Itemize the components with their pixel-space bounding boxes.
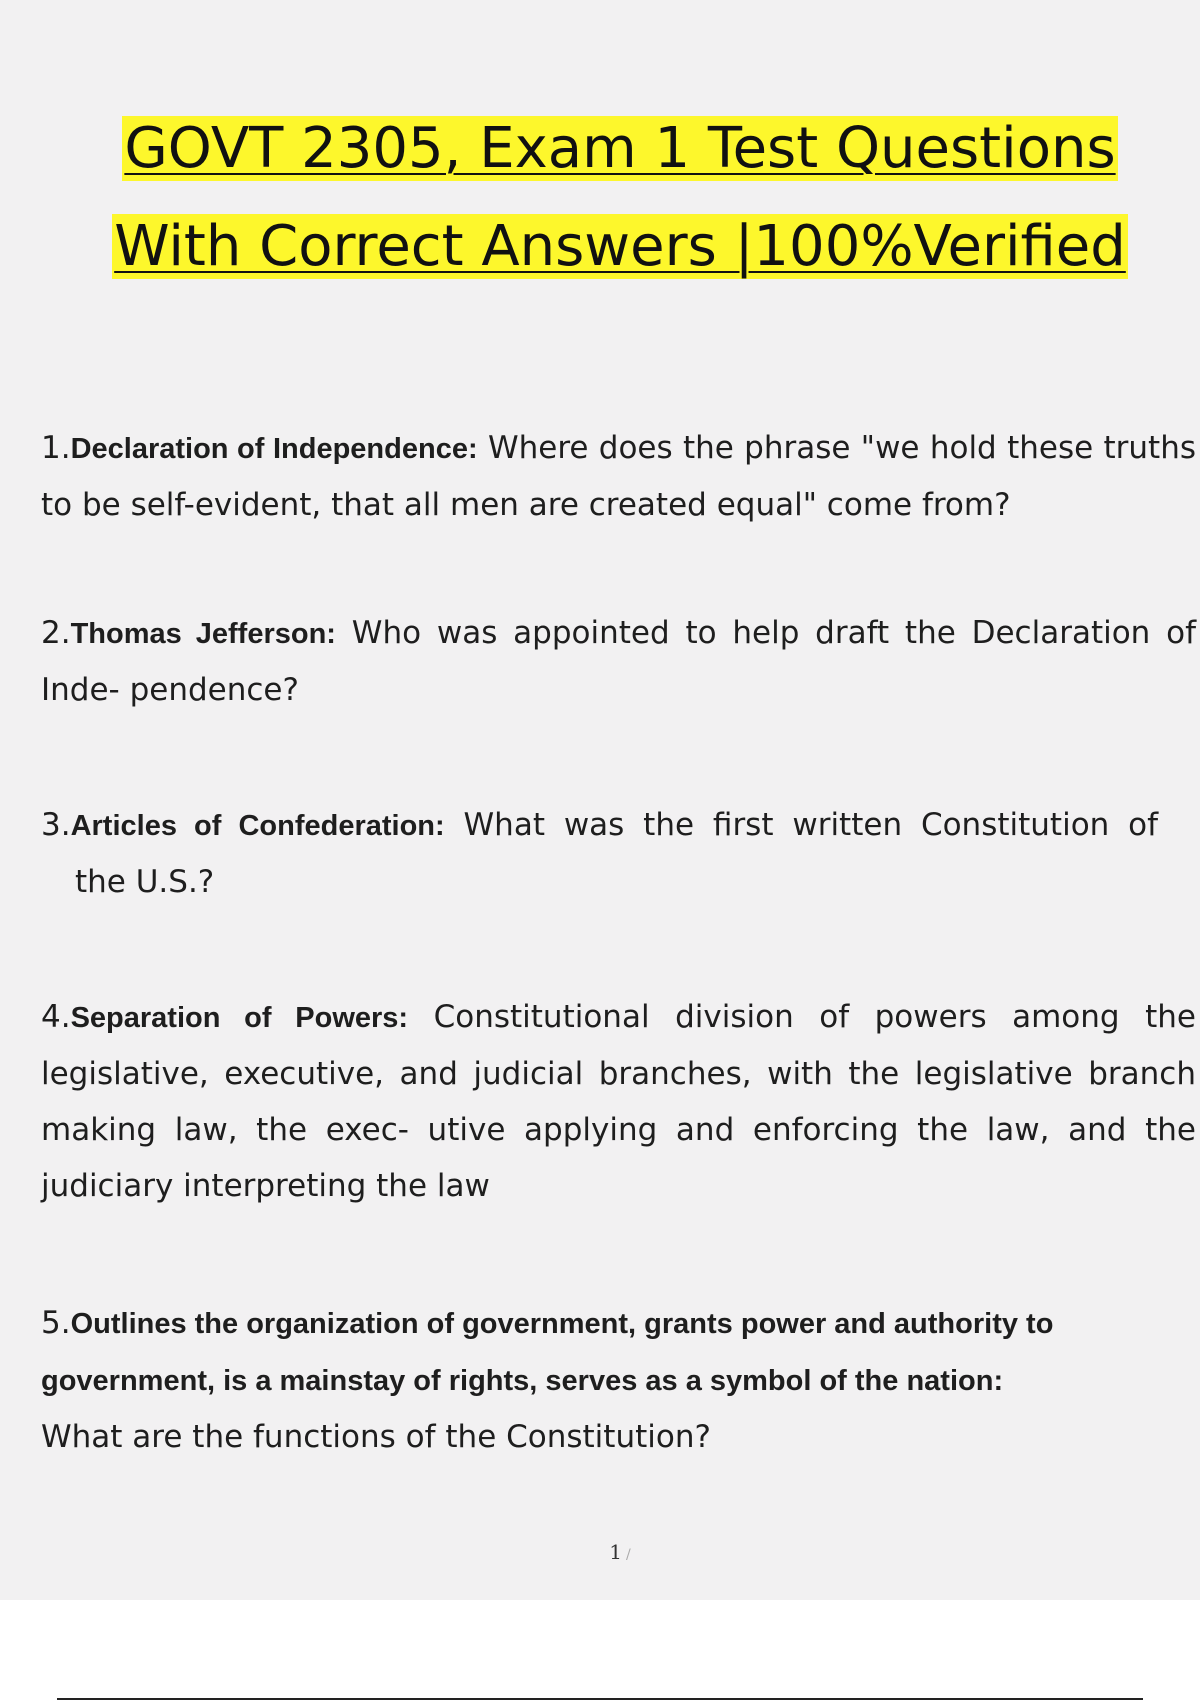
question-number: 1. [41, 430, 71, 466]
question-term: Articles of Confederation: [70, 810, 445, 842]
question-text: Where does the phrase "we hold these truths to be self-evident, that all men are created equal" come from? [41, 430, 1196, 523]
title-line-2: With Correct Answers |100%Verified [114, 214, 1126, 279]
question-number: 3. [41, 807, 71, 843]
question-text: Constitutional division of powers among the legislative, executive, and judicial branches, with the legislative branch making law, the exec- utive applying and enforcing the law, and the judiciary interpreting the law [41, 999, 1196, 1204]
question-continuation: the U.S.? [75, 864, 215, 900]
question-text: What are the functions of the Constitution? [41, 1419, 711, 1455]
page-number: 1 / [609, 1540, 631, 1564]
question-item-1 [41, 420, 1196, 533]
question-term: Declaration of Independence: [70, 433, 478, 465]
title-line-1: GOVT 2305, Exam 1 Test Questions [124, 116, 1116, 181]
question-item-4 [41, 989, 1196, 1214]
document-title [0, 100, 1200, 296]
question-line [41, 797, 1200, 854]
question-number: 4. [41, 999, 71, 1035]
question-term: Separation of Powers: [70, 1002, 409, 1034]
question-number: 2. [41, 615, 71, 651]
question-number: 5. [41, 1305, 71, 1341]
question-item-3 [41, 797, 1200, 910]
question-text: What was the first written Constitution of [444, 807, 1159, 843]
question-item-2 [41, 605, 1196, 718]
question-item-5 [41, 1295, 1196, 1465]
question-term: Outlines the organization of government, grants power and authority to government, is a mainstay of rights, serves as a symbol of the nation: [41, 1308, 1054, 1397]
question-term: Thomas Jefferson: [70, 618, 336, 650]
question-text: Who was appointed to help draft the Declaration of Inde- pendence? [41, 615, 1197, 708]
